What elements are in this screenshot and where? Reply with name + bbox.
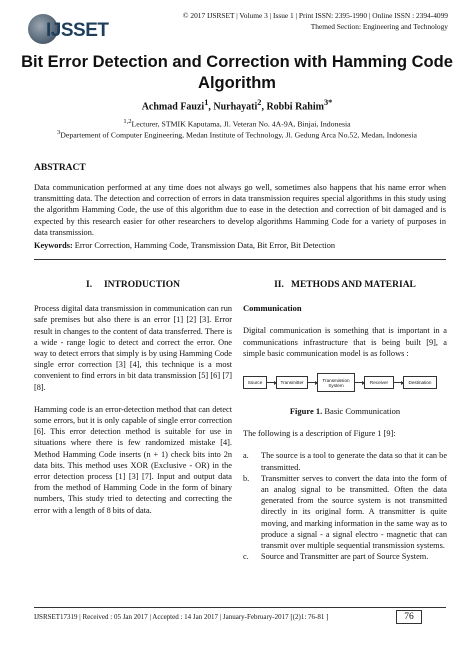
diagram-box-receiver: Receiver [364,376,394,389]
author-3-sup: 3* [323,98,333,107]
figure-caption-text: Basic Communication [322,406,401,417]
journal-logo [28,14,118,48]
page-header [28,10,448,52]
diagram-arrow [355,382,364,383]
left-column [34,280,232,527]
author-3: Robbi Rahim [266,101,324,113]
author-2: Nurhayati [213,101,258,113]
author-sep: , [208,101,214,113]
paper-title-line2: Algorithm [198,74,276,92]
diagram-box-transmission-system [317,373,355,392]
section-heading-methods: II. METHODS AND MATERIAL [274,280,416,290]
list-item-text: Transmitter serves to convert the data into the form of an analog signal to be transmitted. Often the data generated from the source system is not transmitted directly in its original form. A transmitter is quite moving, and marking information in the same way as to produce a signal - a signal electro - magnetic that can transmit over multiple sequential transmission systems. [261,473,447,551]
diagram-arrow [394,382,403,383]
paper-title-line1: Bit Error Detection and Correction with Hamming Code [21,53,453,71]
list-item-text: The source is a tool to generate the data so that it can be transmitted. [261,451,447,472]
keywords-text: Error Correction, Hamming Code, Transmission Data, Bit Error, Bit Detection [72,241,336,250]
author-1: Achmad Fauzi [141,101,205,113]
list-item-label: c. [243,552,249,562]
journal-info-line1: © 2017 IJSRSET | Volume 3 | Issue 1 | Print ISSN: 2395-1990 | Online ISSN : 2394-4099 [182,11,448,20]
affiliation-2-text: Departement of Computer Engineering, Medan Institute of Technology, Jl. Gedung Arca No.52, Medan, Indonesia [60,130,417,140]
abstract-text: Data communication performed at any time does not always go well, sometimes also happens that his name error when transmitting data. The detection and correction of errors in data transmission requires special algorithms in this study using the algorithm Hamming Code, the use of this algorithm due to ease in the detection and correction of bit damaged and is expected by this research easier for other researchers to develop algorithms Hamming Code for a variety of purposes in data transmission. [34,183,446,237]
logo-text: IJSSET [46,20,109,41]
list-item-text: Source and Transmitter are part of Source System. [261,552,429,562]
list-item [243,450,447,472]
journal-info-line2: Themed Section: Engineering and Technology [310,22,448,31]
intro-paragraph-2: Hamming code is an error-detection method that can detect some errors, but it is only capable of single error correction [6]. This error detection method is suitable for use in situations where there is few randomized mistake [4]. Method Hamming Code inserts (n + 1) check bits into 2n data bits. This method uses XOR (Exclusive - OR) in the error detection process [1] [3] [7]. Input and output data from the method of Hamming Code in the form of binary numbers, This study tried to detecting and correcting the error with a length of 8 bits of data. [34,404,232,515]
list-item-label: a. [243,451,249,461]
list-item [243,473,447,551]
author-1-sup: 1 [204,98,209,107]
diagram-system-line1: Transmission [322,377,350,383]
diagram-box-transmitter: Transmitter [276,376,308,389]
diagram-box-destination: Destination [403,376,437,389]
communication-paragraph: Digital communication is something that is important in a communications infrastructure that is being built [9], a simple basic communication model is as follows : [243,326,447,358]
affiliation-1-sup: 1,2 [123,118,132,125]
affiliation-2-sup: 3 [57,129,61,136]
diagram-arrow [308,382,317,383]
subsection-heading-communication: Communication [243,303,302,314]
affiliation-2 [20,127,454,141]
journal-info [183,10,448,32]
diagram-box-source: Source [243,376,267,389]
author-list [20,98,454,112]
paper-title [20,52,454,94]
list-item [243,551,447,562]
keywords [34,240,446,251]
footer-text: IJSRSET17319 | Received : 05 Jan 2017 | Accepted : 14 Jan 2017 | January-February-2017 [(2)1: 76-81 ] [34,613,329,621]
author-sep: , [261,101,267,113]
figure-description-intro: The following is a description of Figure 1 [9]: [243,429,396,439]
figure-caption-label: Figure 1. [289,406,323,417]
page-number: 76 [396,610,422,624]
list-item-label: b. [243,473,250,483]
keywords-label: Keywords: [34,241,73,250]
figure-description-list [243,450,447,562]
author-2-sup: 2 [257,98,262,107]
communication-diagram [243,370,443,394]
abstract-divider [34,259,446,260]
right-column [243,280,447,562]
abstract-heading: ABSTRACT [34,163,86,173]
diagram-arrow [267,382,276,383]
section-heading-introduction: I. INTRODUCTION [86,280,180,290]
affiliation-1-text: Lecturer, STMIK Kaputama, Jl. Veteran No. 4A-9A, Binjai, Indonesia [131,119,351,129]
figure-caption [243,406,447,417]
footer-divider [34,607,446,608]
diagram-system-line2: System [328,382,344,388]
intro-paragraph-1: Process digital data transmission in communication can run safe premises but also there is an error [1] [2] [3]. Error result in changes to the content of data transferred. There is a wide - range logic to detect and correct the error. One way to detect errors that simply is by using Hamming Code single error correction [3] [4], this technique is a most convenient to find errors in bit data transmission [5] [6] [7] [8]. [34,304,232,392]
